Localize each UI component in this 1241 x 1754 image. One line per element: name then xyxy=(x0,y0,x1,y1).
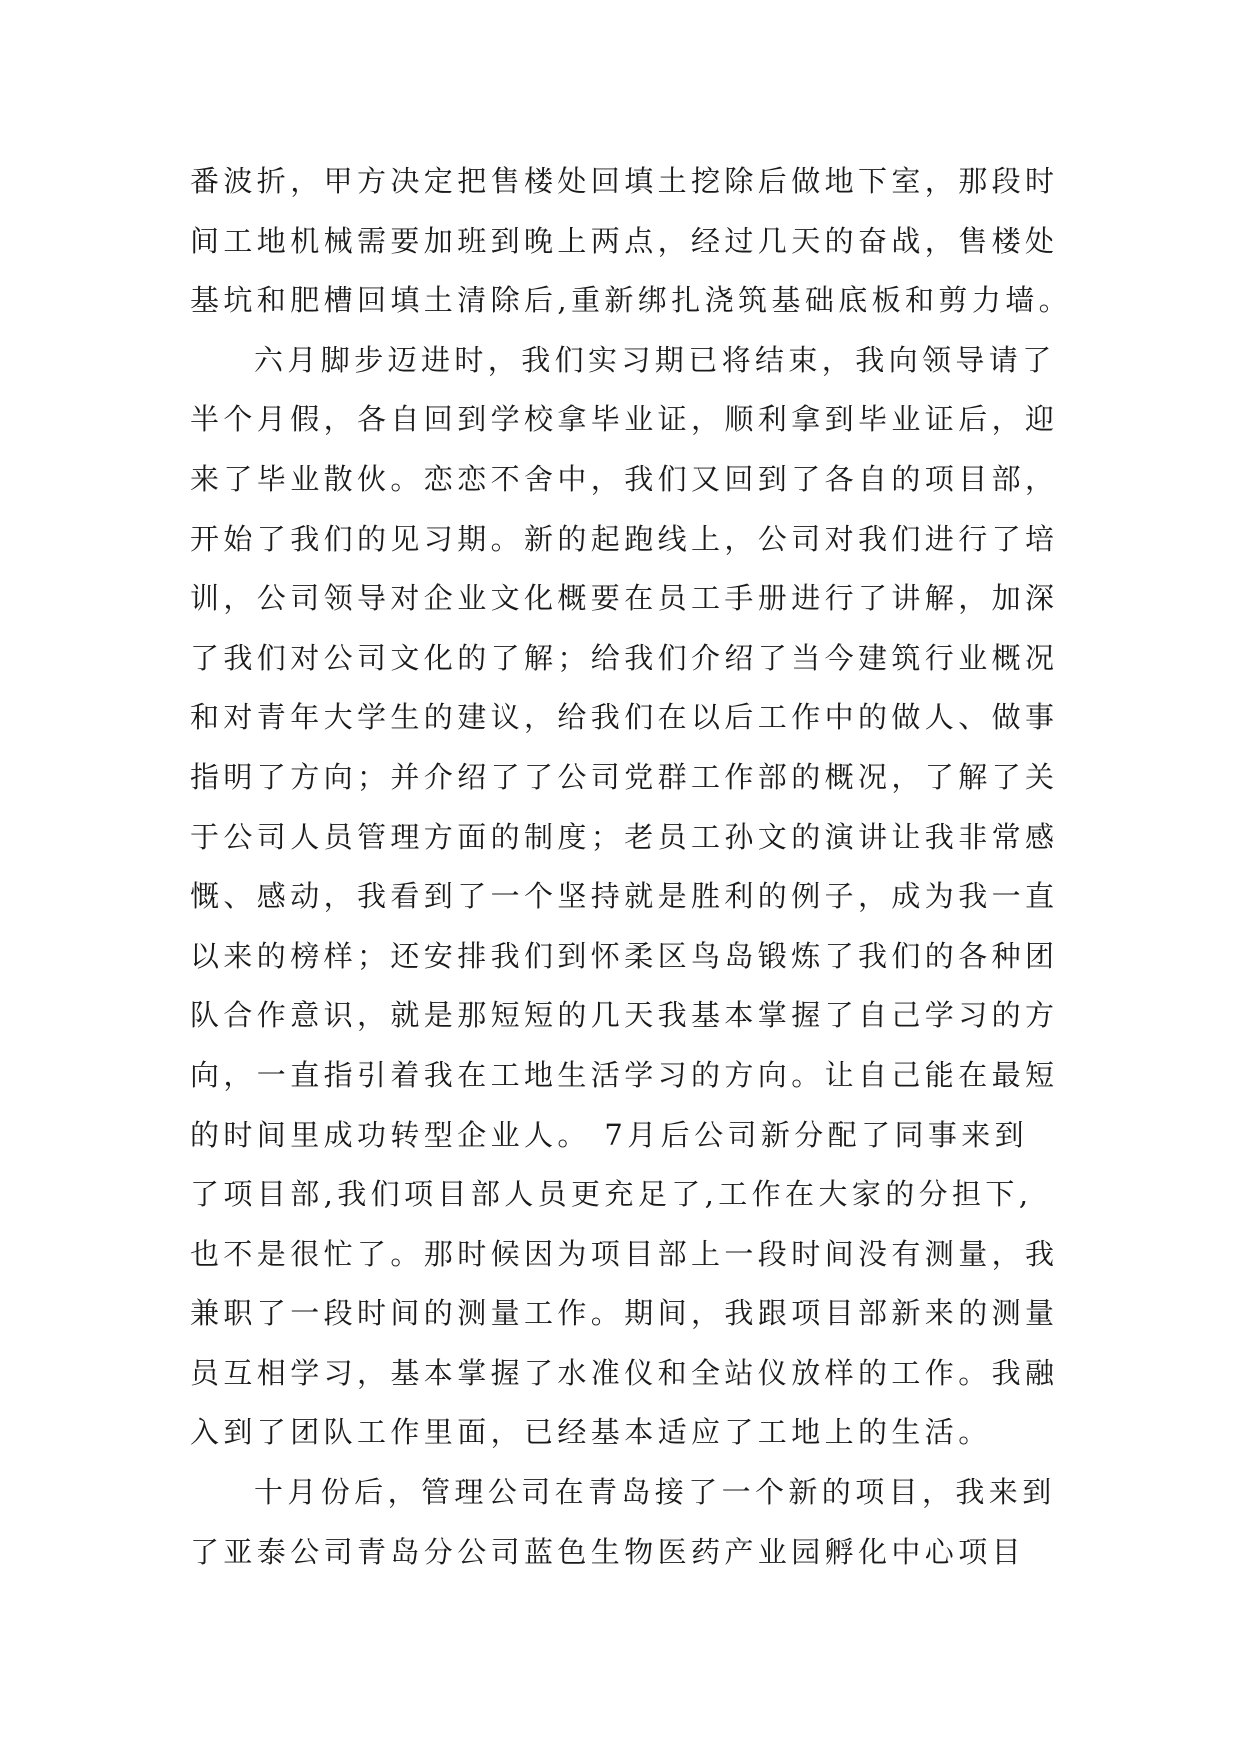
text-line: 以来的榜样；还安排我们到怀柔区鸟岛锻炼了我们的各种团 xyxy=(190,938,1059,973)
text-line: 基坑和肥槽回填土清除后,重新绑扎浇筑基础底板和剪力墙。 xyxy=(190,283,1073,318)
paragraph-first-line: 六月脚步迈进时，我们实习期已将结束，我向领导请了 xyxy=(254,342,1056,377)
body-text xyxy=(190,152,1073,1582)
text-line: 于公司人员管理方面的制度；老员工孙文的演讲让我非常感 xyxy=(190,819,1059,854)
text-line: 半个月假，各自回到学校拿毕业证，顺利拿到毕业证后，迎 xyxy=(190,402,1059,437)
text-line: 入到了团队工作里面，已经基本适应了工地上的生活。 xyxy=(190,1415,992,1450)
text-line: 慨、感动，我看到了一个坚持就是胜利的例子，成为我一直 xyxy=(190,879,1059,914)
text-line: 队合作意识，就是那短短的几天我基本掌握了自己学习的方 xyxy=(190,998,1059,1033)
text-line: 了我们对公司文化的了解；给我们介绍了当今建筑行业概况 xyxy=(190,640,1059,675)
text-line: 来了毕业散伙。恋恋不舍中，我们又回到了各自的项目部， xyxy=(190,461,1059,496)
text-line: 兼职了一段时间的测量工作。期间，我跟项目部新来的测量 xyxy=(190,1296,1059,1331)
text-line: 的时间里成功转型企业人。 7月后公司新分配了同事来到 xyxy=(190,1117,1029,1152)
text-line: 和对青年大学生的建议，给我们在以后工作中的做人、做事 xyxy=(190,700,1059,735)
text-line: 了项目部,我们项目部人员更充足了,工作在大家的分担下, xyxy=(190,1177,1033,1212)
paragraph-first-line: 十月份后，管理公司在青岛接了一个新的项目，我来到 xyxy=(254,1475,1056,1510)
text-line: 训，公司领导对企业文化概要在员工手册进行了讲解，加深 xyxy=(190,581,1059,616)
text-line: 也不是很忙了。那时候因为项目部上一段时间没有测量，我 xyxy=(190,1236,1059,1271)
text-line: 向，一直指引着我在工地生活学习的方向。让自己能在最短 xyxy=(190,1057,1059,1092)
text-line: 间工地机械需要加班到晚上两点，经过几天的奋战，售楼处 xyxy=(190,223,1059,258)
text-line: 员互相学习，基本掌握了水准仪和全站仪放样的工作。我融 xyxy=(190,1355,1059,1390)
text-line: 指明了方向；并介绍了了公司党群工作部的概况，了解了关 xyxy=(190,759,1059,794)
text-line: 开始了我们的见习期。新的起跑线上，公司对我们进行了培 xyxy=(190,521,1059,556)
text-line: 番波折，甲方决定把售楼处回填土挖除后做地下室，那段时 xyxy=(190,164,1059,198)
text-line: 了亚泰公司青岛分公司蓝色生物医药产业园孵化中心项目 xyxy=(190,1534,1026,1569)
